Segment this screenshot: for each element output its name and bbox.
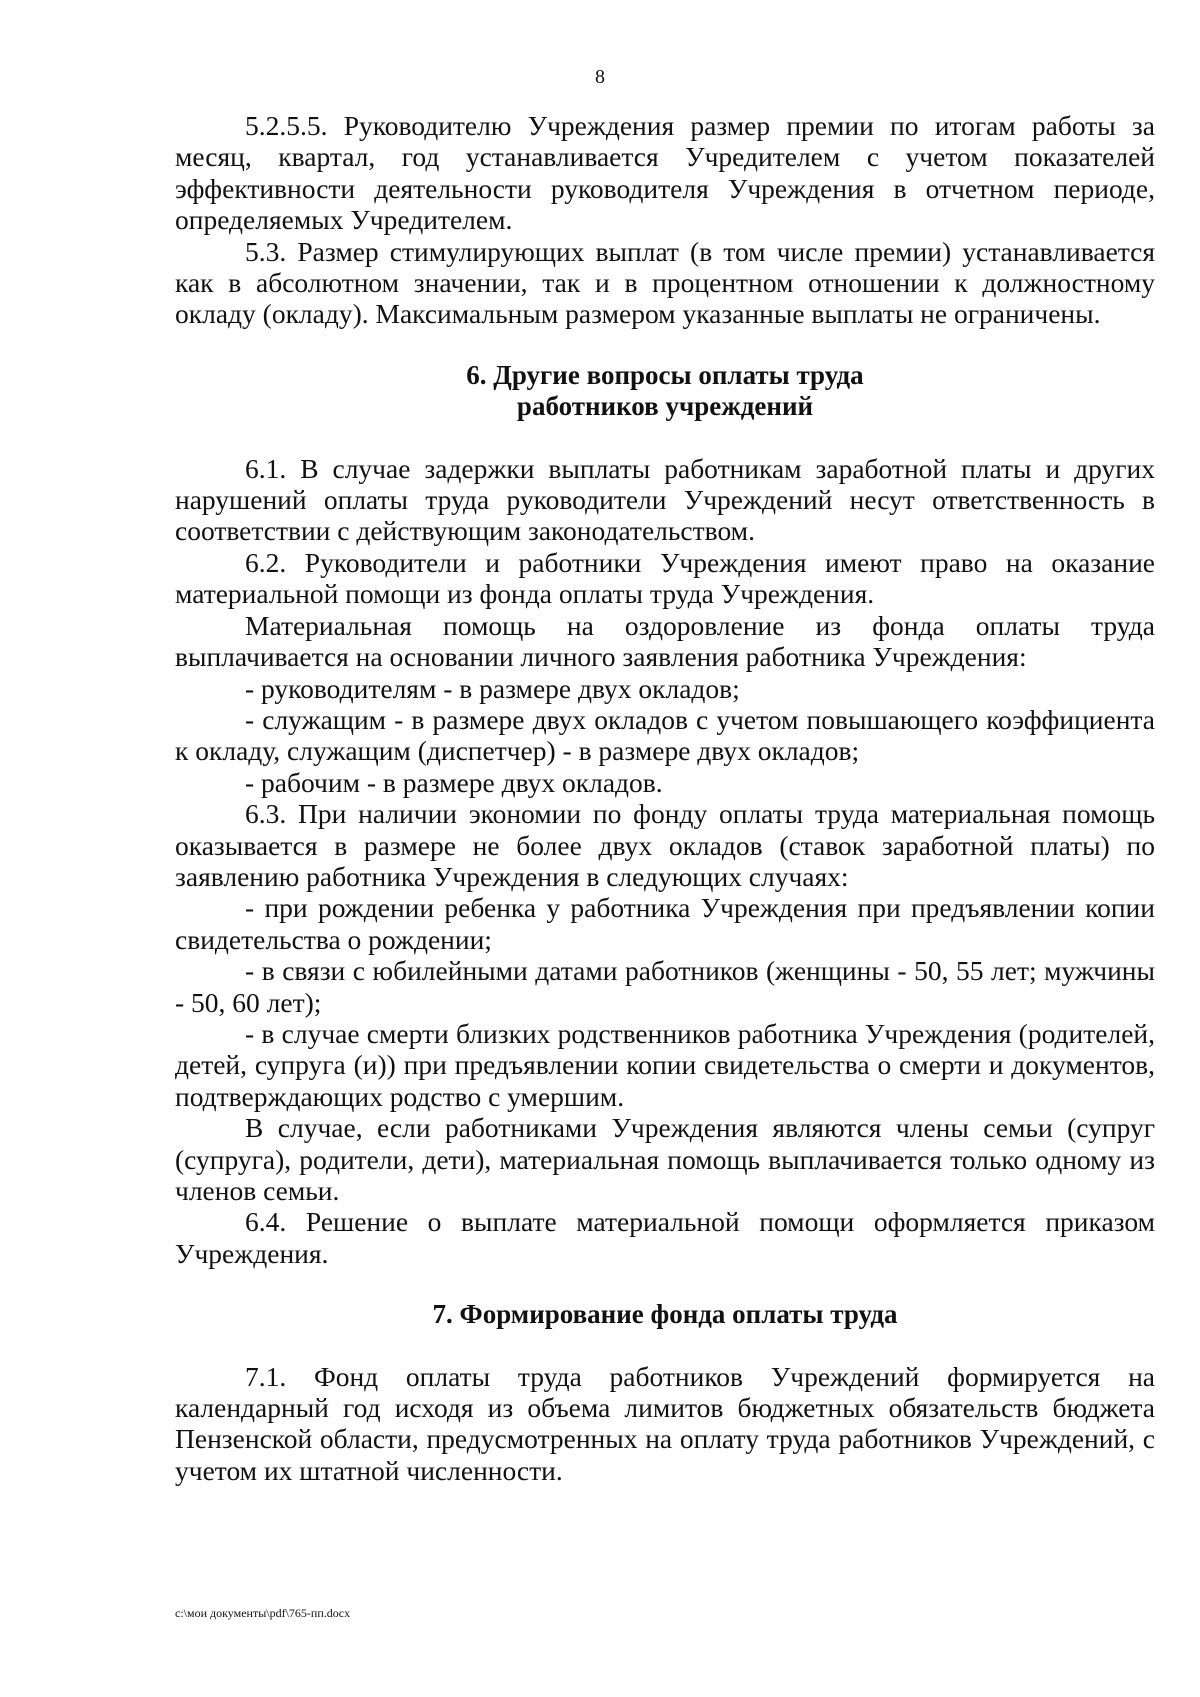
list-item-birth: - при рождении ребенка у работника Учреждения при предъявлении копии свидетельства о рождении; xyxy=(175,892,1155,955)
section-6-heading-line-2: работников учреждений xyxy=(516,391,814,422)
list-item-death: - в случае смерти близких родственников работника Учреждения (родителей, детей, супруга (и)) при предъявлении копии свидетельства о смерти и документов, подтверждающих родство с умершим. xyxy=(175,1017,1155,1112)
paragraph-6-4: 6.4. Решение о выплате материальной помощи оформляется приказом Учреждения. xyxy=(175,1206,1155,1269)
section-7-heading: 7. Формирование фонда оплаты труда xyxy=(432,1299,898,1330)
paragraph-7-1: 7.1. Фонд оплаты труда работников Учреждений формируется на календарный год исходя из объема лимитов бюджетных обязательств бюджета Пензенской области, предусмотренных на оплату труда работников Учреждений, с учетом их штатной численности. xyxy=(175,1360,1155,1486)
document-body xyxy=(175,110,1155,1486)
section-6-heading xyxy=(175,360,1155,423)
list-item-workers: - рабочим - в размере двух окладов. xyxy=(245,766,663,798)
paragraph-5-3: 5.3. Размер стимулирующих выплат (в том числе премии) устанавливается как в абсолютном значении, так и в процентном отношении к должностному окладу (окладу). Максимальным размером указанные выплаты не ограничены. xyxy=(175,235,1155,330)
paragraph-family-members: В случае, если работниками Учреждения являются члены семьи (супруг (супруга), родители, дети), материальная помощь выплачивается только одному из членов семьи. xyxy=(175,1112,1155,1206)
page-number: 8 xyxy=(595,66,605,88)
paragraph-material-aid: Материальная помощь на оздоровление из фонда оплаты труда выплачивается на основании личного заявления работника Учреждения: xyxy=(175,609,1155,673)
list-item-anniversary: - в связи с юбилейными датами работников (женщины - 50, 55 лет; мужчины - 50, 60 лет); xyxy=(175,955,1155,1018)
footer-file-path: c:\мои документы\pdf\765-пп.docx xyxy=(175,1606,351,1620)
paragraph-5-2-5-5: 5.2.5.5. Руководителю Учреждения размер премии по итогам работы за месяц, квартал, год устанавливается Учредителем с учетом показателей эффективности деятельности руководителя Учреждения в отчетном периоде, определяемых Учредителем. xyxy=(175,110,1155,236)
section-6-heading-line-1: 6. Другие вопросы оплаты труда xyxy=(466,359,864,390)
paragraph-6-3: 6.3. При наличии экономии по фонду оплаты труда материальная помощь оказывается в размере не более двух окладов (ставок заработной платы) по заявлению работника Учреждения в следующих случаях: xyxy=(175,798,1155,892)
list-item-managers: - руководителям - в размере двух окладов; xyxy=(245,672,740,704)
paragraph-6-1: 6.1. В случае задержки выплаты работникам заработной платы и других нарушений оплаты труда руководители Учреждений несут ответственность в соответствии с действующим законодательством. xyxy=(175,452,1155,547)
list-item-employees: - служащим - в размере двух окладов с учетом повышающего коэффициента к окладу, служащим (диспетчер) - в размере двух окладов; xyxy=(175,703,1155,767)
paragraph-6-2: 6.2. Руководители и работники Учреждения имеют право на оказание материальной помощи из фонда оплаты труда Учреждения. xyxy=(175,546,1155,610)
